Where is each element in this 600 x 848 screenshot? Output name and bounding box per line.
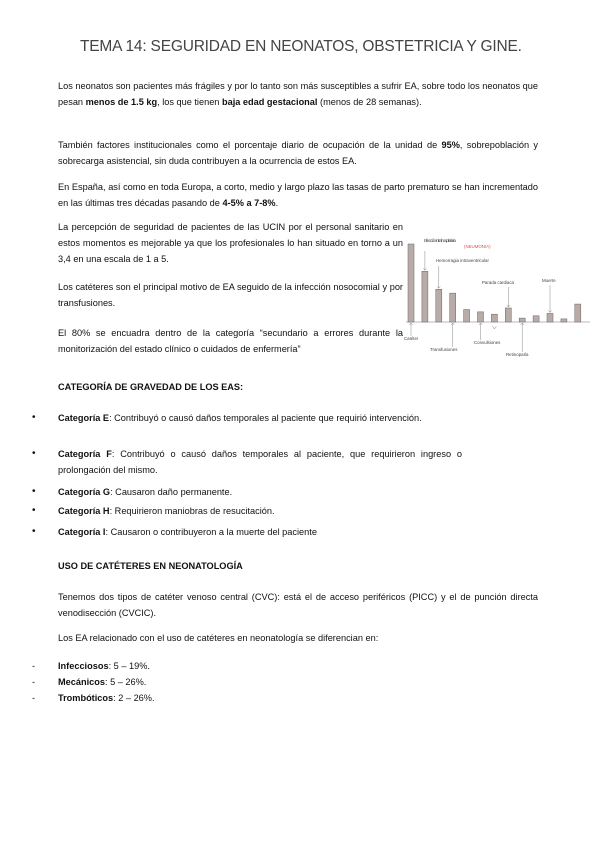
bullet-icon: • <box>32 412 36 423</box>
chart-bar <box>478 312 484 322</box>
paragraph-catheters: Los catéteres son el principal motivo de EA seguido de la infección nosocomial y por transfusiones. <box>58 282 403 308</box>
chart-bar <box>575 304 581 322</box>
chart-annotation: (NEUMONIA) <box>464 244 491 249</box>
category-item: • Categoría H: Requirieron maniobras de resucitación. <box>32 503 462 519</box>
chart-bar <box>561 319 567 322</box>
chart-bar <box>436 289 442 322</box>
annotation-arrow <box>492 326 496 329</box>
bullet-icon: • <box>32 448 36 459</box>
chart-bar <box>464 310 470 322</box>
paragraph-spain: En España, así como en toda Europa, a corto, medio y largo plazo las tasas de parto prematuro se han incrementado en las últimas tres décadas pasando de 4-5% a 7-8%. <box>58 182 538 208</box>
section-heading-severity: CATEGORÍA DE GRAVEDAD DE LOS EAS: <box>58 382 244 392</box>
chart-annotation: Hemorragia intraventricular <box>436 258 489 263</box>
chart-bar <box>408 244 414 322</box>
bullet-icon: • <box>32 486 36 497</box>
bullet-icon: • <box>32 505 36 516</box>
category-item: • Categoría G: Causaron daño permanente. <box>32 484 462 500</box>
chart-annotation: Transfusiones <box>430 347 458 352</box>
chart-annotation: Catéter <box>404 336 419 341</box>
category-item: • Categoría E: Contribuyó o causó daños temporales al paciente que requirió intervención. <box>32 410 462 426</box>
category-item: • Categoría F: Contribuyó o causó daños temporales al paciente, que requirieron ingreso o prolongación del mismo. <box>32 448 462 475</box>
paragraph-80-percent: El 80% se encuadra dentro de la categoría “secundario a errores durante la monitorización del estado clínico o cuidados de enfermería” <box>58 328 403 354</box>
chart-annotation: Convulsiones <box>474 340 501 345</box>
chart-bar <box>533 316 539 322</box>
dash-marker: - <box>32 677 36 687</box>
chart-annotation: Retinopatía <box>506 352 529 357</box>
ea-type-item: - Infecciosos: 5 – 19%. <box>32 658 150 674</box>
chart-bar <box>547 313 553 322</box>
ea-type-item: - Trombóticos: 2 – 26%. <box>32 690 155 706</box>
paragraph-institutional: También factores institucionales como el porcentaje diario de ocupación de la unidad de 95%, sobrepoblación y sobrecarga asistencial, sin duda contribuyen a la ocurrencia de estos EA. <box>58 140 539 166</box>
chart-bar <box>491 314 497 322</box>
section-heading-catheters: USO DE CATÉTERES EN NEONATOLOGÍA <box>58 561 243 571</box>
page-title: TEMA 14: SEGURIDAD EN NEONATOS, OBSTETRICIA Y GINE. <box>80 38 522 55</box>
dash-marker: - <box>32 693 36 703</box>
bullet-icon: • <box>32 526 36 537</box>
ea-type-item: - Mecánicos: 5 – 26%. <box>32 674 146 690</box>
category-item: • Categoría I: Causaron o contribuyeron a la muerte del paciente <box>32 524 462 540</box>
paragraph-perception: La percepción de seguridad de pacientes de las UCIN por el personal sanitario en estos momentos es mejorable ya que los profesionales lo han situado en torno a un 3,4 en una escala de 1 a 5. <box>58 222 403 264</box>
adverse-events-chart <box>402 236 594 366</box>
chart-bar <box>519 318 525 322</box>
paragraph-catheter-types: Tenemos dos tipos de catéter venoso central (CVC): está el de acceso periféricos (PICC) y el de punción directa venodisección (CVCIC). <box>58 592 538 618</box>
paragraph-neonates: Los neonatos son pacientes más frágiles y por lo tanto son más susceptibles a sufrir EA, sobre todo los neonatos que pesan menos de 1.5 kg, los que tienen baja edad gestacional (menos de 28 semanas). <box>58 81 538 107</box>
chart-bar <box>422 271 428 322</box>
chart-annotation: Muerte <box>542 278 556 283</box>
chart-bar <box>450 293 456 322</box>
dash-marker: - <box>32 661 36 671</box>
paragraph-ea-types: Los EA relacionado con el uso de catéteres en neonatología se diferencian en: <box>58 633 379 643</box>
chart-annotation: Infección intrahospitalaria <box>424 238 456 243</box>
chart-annotation: Parada cardiaca <box>482 280 514 285</box>
chart-bar <box>505 308 511 322</box>
